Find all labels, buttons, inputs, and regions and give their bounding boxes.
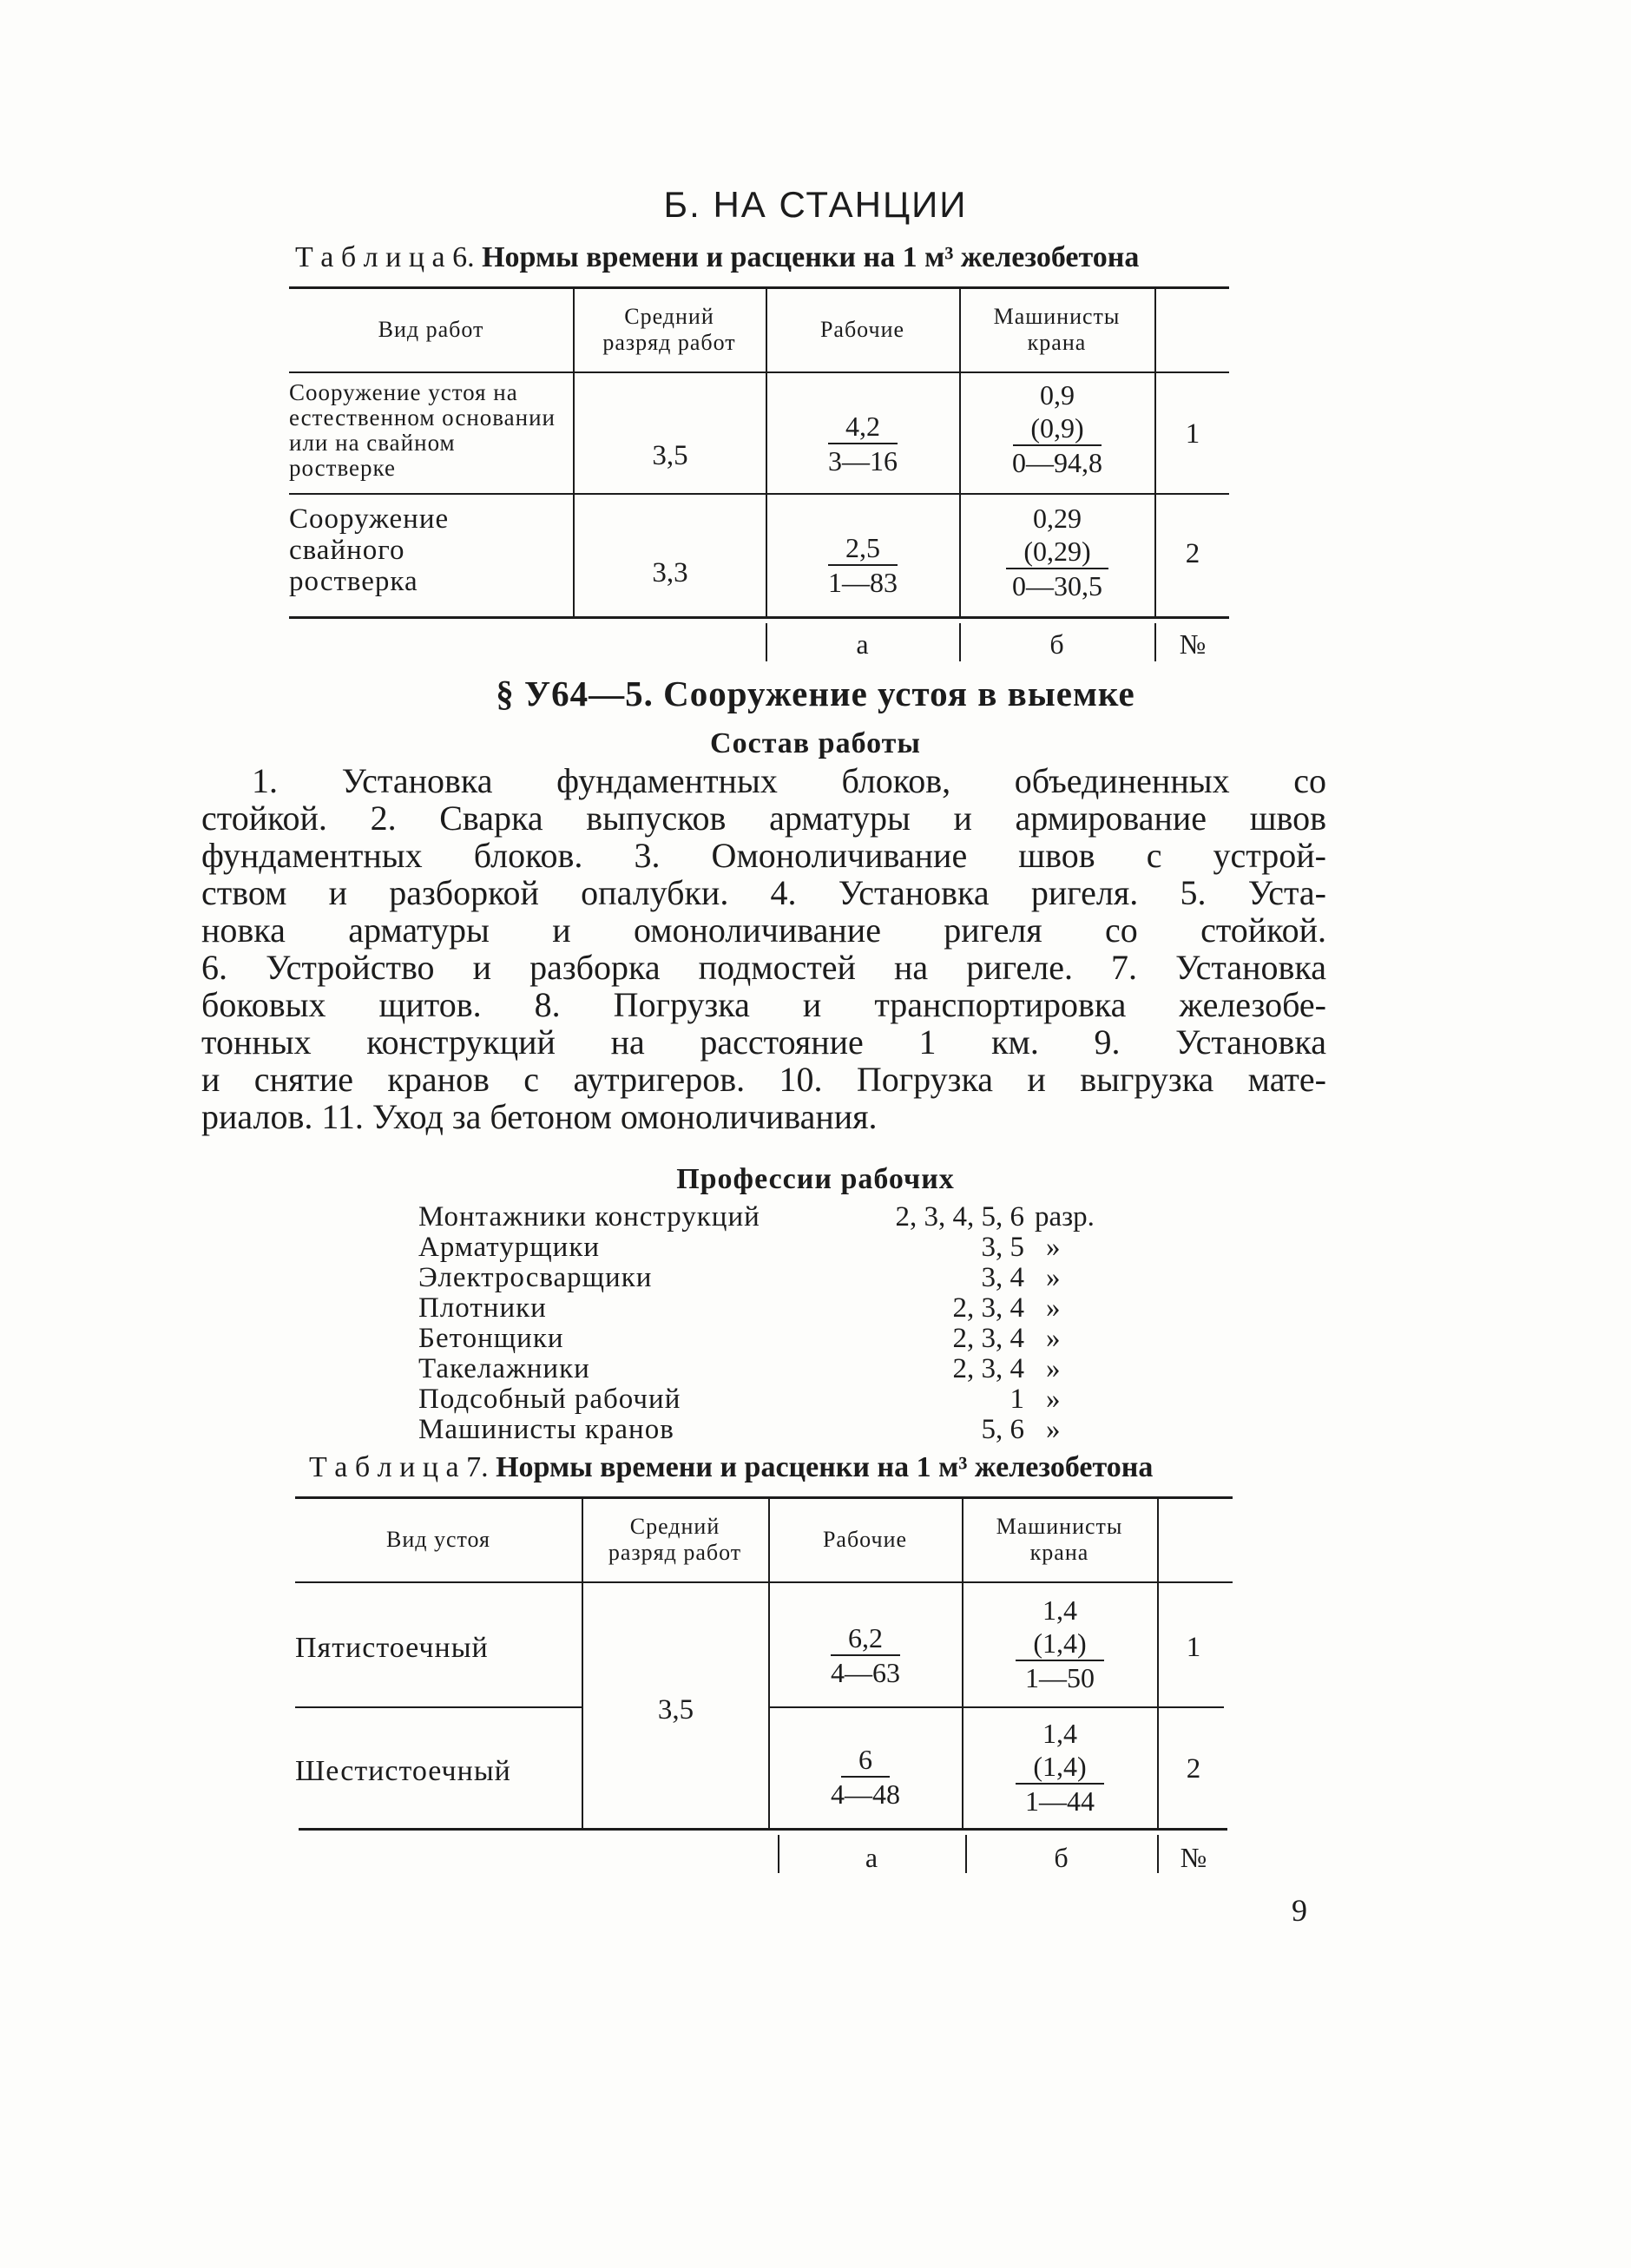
work-text-line: 1. Установка фундаментных блоков, объединенных со [252,761,1326,800]
profession-unit: разр. [1035,1201,1095,1233]
table7-row1-crane-norm: 1,4 [1042,1594,1077,1626]
table7-header-grade: Средний разряд работ [608,1514,742,1565]
page-number: 9 [1292,1893,1307,1928]
profession-unit: » [1046,1323,1061,1354]
table7-row1-workers-rate: 4—63 [831,1657,900,1688]
section-title: Б. НА СТАНЦИИ [663,184,968,225]
table6-footer-a: а [856,628,869,660]
profession-name: Такелажники [418,1353,590,1384]
table6-header-workers: Рабочие [819,317,905,342]
table7-row2-no: 2 [1186,1752,1201,1785]
table7-row1-crane [963,1594,1156,1694]
work-composition-title: Состав работы [710,727,921,759]
table7-row1-no: 1 [1186,1631,1201,1663]
work-text-line: ством и разборкой опалубки. 4. Установка ригеля. 5. Уста- [201,873,1326,912]
profession-grades: 2, 3, 4 [952,1292,1024,1324]
profession-name: Арматурщики [418,1232,601,1263]
table6-footer-b: б [1049,628,1064,660]
table6-header-grade: Средний разряд работ [602,304,736,355]
table6-row2-crane-norm: 0,29 [1033,503,1082,534]
profession-grades: 3, 5 [981,1232,1024,1263]
profession-name: Плотники [418,1292,547,1324]
work-text-line: риалов. 11. Уход за бетоном омоноличивания. [201,1097,878,1136]
table7-row1-crane-norm-paren: (1,4) [1016,1627,1103,1661]
table6-row1-crane-norm: 0,9 [1040,379,1075,411]
profession-name: Подсобный рабочий [418,1384,681,1415]
profession-grades: 2, 3, 4, 5, 6 [895,1201,1024,1233]
table6-row2-crane-rate: 0—30,5 [1012,570,1102,602]
profession-unit: » [1046,1414,1061,1445]
profession-unit: » [1046,1262,1061,1293]
table7-row2-workers-rate: 4—48 [831,1778,900,1810]
table6-row2-workers-norm: 2,5 [828,531,898,566]
profession-unit: » [1046,1232,1061,1263]
table6-row1-name: Сооружение устоя на естественном основании или на свайном ростверке [289,379,556,481]
table7-row2-workers [770,1743,961,1811]
work-text-line: новка арматуры и омоноличивание ригеля со стойкой. [201,910,1326,950]
table7-row2-workers-norm: 6 [841,1743,890,1778]
table7-caption [309,1451,1153,1484]
profession-name: Монтажники конструкций [418,1201,760,1233]
profession-name: Электросварщики [418,1262,653,1293]
table7-header-type: Вид устоя [385,1527,490,1552]
table6-row1-workers [767,410,958,477]
table6-row1-workers-norm: 4,2 [828,410,898,444]
table7-footer-no: № [1180,1841,1207,1873]
work-text-line: 6. Устройство и разборка подмостей на ригеле. 7. Установка [201,948,1326,987]
table7-grade: 3,5 [657,1693,694,1726]
table6-row2-workers [767,531,958,599]
work-text-line: боковых щитов. 8. Погрузка и транспортировка железобе- [201,985,1326,1024]
table6-row1-no: 1 [1185,417,1200,450]
table6-caption [295,241,1139,274]
profession-grades: 2, 3, 4 [952,1353,1024,1384]
table6-row1-crane-rate: 0—94,8 [1012,447,1102,478]
work-text-line: тонных конструкций на расстояние 1 км. 9. Установка [201,1022,1326,1062]
table7-header-crane: Машинисты крана [996,1514,1123,1565]
table7-caption-prefix: Т а б л и ц а 7. [309,1451,489,1483]
table7-row2-crane-norm: 1,4 [1042,1718,1077,1749]
table7-row2-crane-norm-paren: (1,4) [1016,1750,1103,1785]
table6-row2-name: Сооружение свайного ростверка [289,503,450,597]
work-text-line: фундаментных блоков. 3. Омоноличивание швов с устрой- [201,836,1326,875]
table6-row1-crane [961,378,1154,479]
paragraph-title: § У64—5. Сооружение устоя в выемке [496,674,1135,713]
table6-row2-no: 2 [1185,537,1200,569]
table6-row2-crane [961,502,1154,602]
table6-row2-crane-norm-paren: (0,29) [1006,535,1108,569]
table7-row2-crane [963,1717,1156,1818]
table6-row2-workers-rate: 1—83 [828,567,898,598]
table7-row2-crane-rate: 1—44 [1025,1785,1095,1817]
table7-row1-name: Пятистоечный [295,1632,489,1664]
table7-header-workers: Рабочие [822,1527,908,1552]
table6-row2-grade: 3,3 [652,556,688,588]
profession-unit: » [1046,1353,1061,1384]
professions-title: Профессии рабочих [676,1163,955,1195]
profession-unit: » [1046,1292,1061,1324]
table7-footer-a: а [865,1841,878,1873]
profession-grades: 2, 3, 4 [952,1323,1024,1354]
table7-caption-text: Нормы времени и расценки на 1 м³ железобетона [496,1451,1154,1483]
work-text-line: и снятие кранов с аутригеров. 10. Погрузка и выгрузка мате- [201,1060,1326,1099]
table6-caption-text: Нормы времени и расценки на 1 м³ железобетона [482,241,1140,273]
table7-row1-workers [770,1621,961,1689]
table6-footer-no: № [1179,628,1207,660]
table6-header-work: Вид работ [378,317,484,342]
table6-row1-crane-norm-paren: (0,9) [1013,411,1101,446]
profession-name: Бетонщики [418,1323,564,1354]
table7-row2-name: Шестистоечный [295,1755,511,1787]
profession-name: Машинисты кранов [418,1414,674,1445]
work-text-line: стойкой. 2. Сварка выпусков арматуры и армирование швов [201,799,1326,838]
table7-footer-b: б [1054,1841,1069,1873]
table6-caption-prefix: Т а б л и ц а 6. [295,241,475,273]
profession-grades: 3, 4 [981,1262,1024,1293]
table7-row1-crane-rate: 1—50 [1025,1662,1095,1693]
profession-grades: 5, 6 [981,1414,1024,1445]
table6-row1-grade: 3,5 [652,439,688,471]
table6-row1-workers-rate: 3—16 [828,445,898,477]
profession-grades: 1 [1010,1384,1024,1415]
table7-row1-workers-norm: 6,2 [831,1621,900,1656]
table6-header-crane: Машинисты крана [993,304,1121,355]
profession-unit: » [1046,1384,1061,1415]
